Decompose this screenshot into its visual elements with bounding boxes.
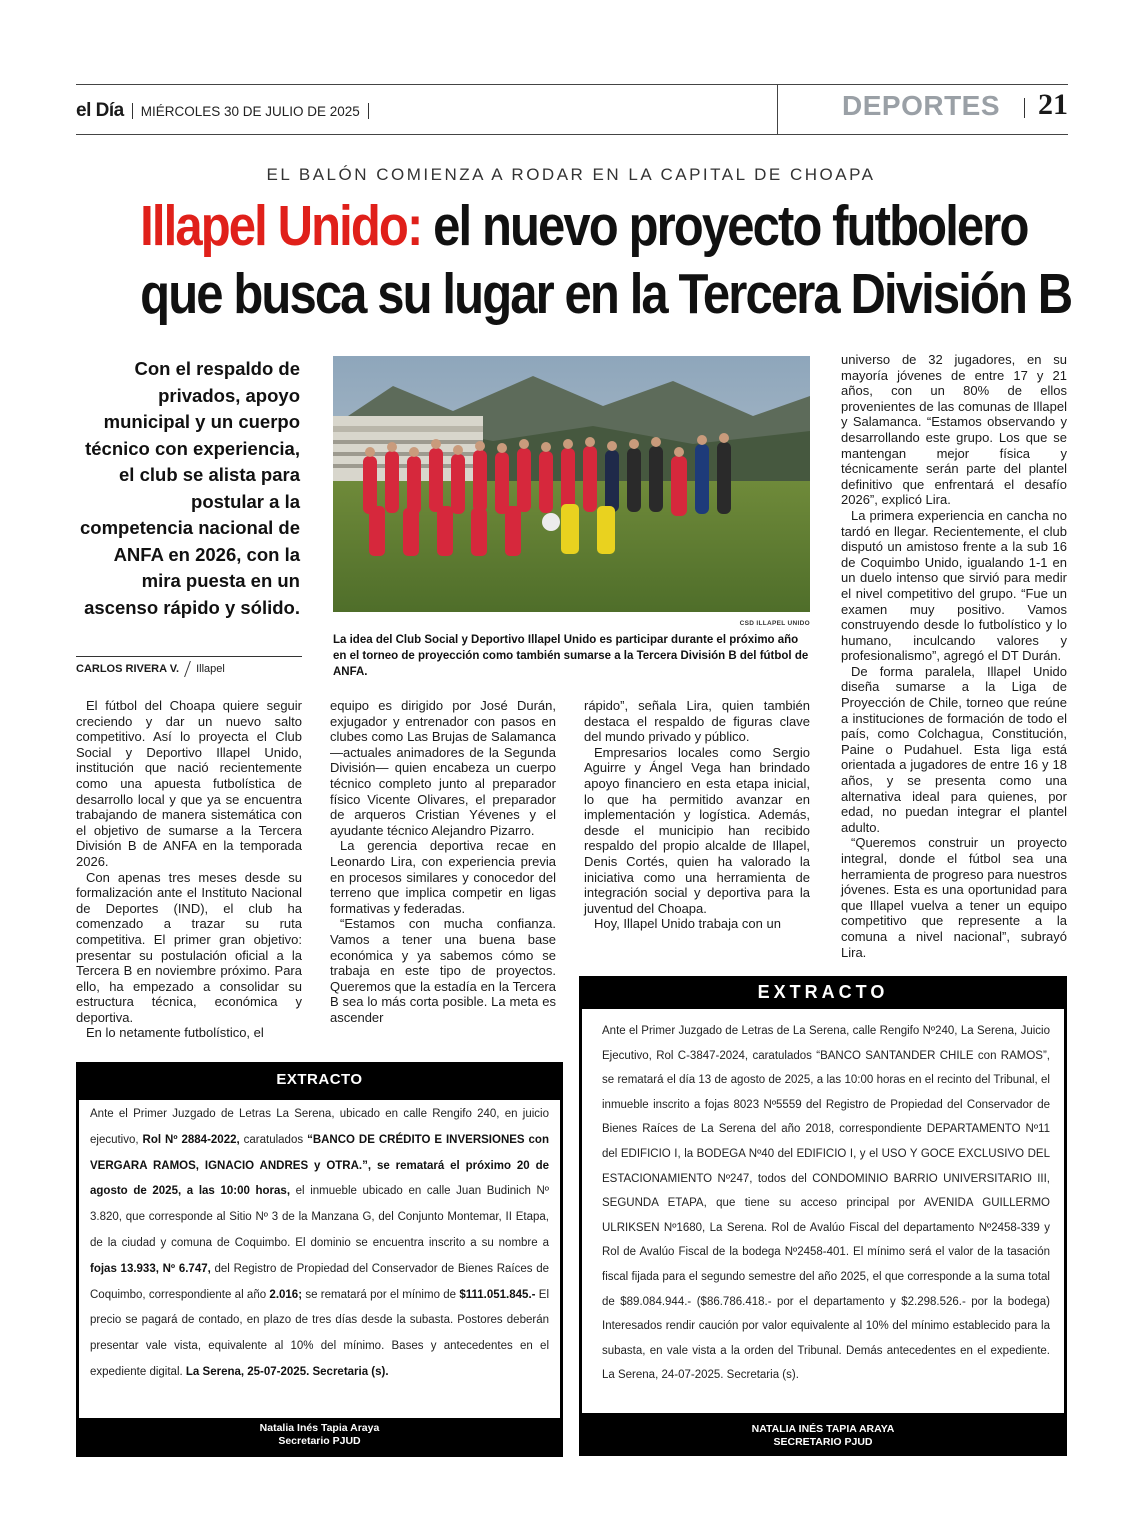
legal-notice-body xyxy=(79,1100,560,1418)
legal-notice-left xyxy=(76,1062,563,1457)
paragraph: universo de 32 jugadores, en su mayoría jóvenes de entre 17 y 21 años, con un 80% de ellos provenientes de las comunas de Illapel y Salamanca. “Estamos observando y desarrollando este grupo. Los que se mantengan mejor física y técnicamente serán parte del plantel definitivo que enfrentará el desafío 2026”, explicó Lira. xyxy=(841,352,1067,508)
article-column-4 xyxy=(841,352,1067,960)
byline-author: CARLOS RIVERA V. xyxy=(76,663,180,675)
team-photo xyxy=(333,356,810,612)
issue-date: MIÉRCOLES 30 DE JULIO DE 2025 xyxy=(140,103,360,119)
photo-caption: La idea del Club Social y Deportivo Illapel Unido es participar durante el próximo año en el torneo de proyección como también sumarse a la Tercera División B del fútbol de ANFA. xyxy=(333,634,809,678)
signatory-title: Secretario PJUD xyxy=(278,1435,361,1447)
legal-notice-right xyxy=(579,976,1067,1456)
newspaper-logo: el Día xyxy=(76,100,124,121)
divider xyxy=(132,103,133,119)
byline-place: Illapel xyxy=(196,663,225,675)
paragraph: En lo netamente futbolístico, el xyxy=(86,1025,264,1041)
paragraph: De forma paralela, Illapel Unido diseña sumarse a la Liga de Proyección de Chile, torneo que reúne a instituciones de formación de todo el país, como Colchagua, Constitución, Paine o Pudahuel. Esta liga está orientada a jugadores de entre 16 y 18 años, y se presenta como una alternativa ideal para quienes, por edad, no puedan integrar el plantel adulto. xyxy=(841,663,1067,835)
section-name: DEPORTES xyxy=(842,90,1001,121)
notice-text: caratulados xyxy=(239,1133,308,1146)
legal-notice-title: EXTRACTO xyxy=(276,1071,363,1088)
divider xyxy=(777,84,778,134)
photo-credit: CSD ILLAPEL UNIDO xyxy=(739,620,810,627)
masthead xyxy=(76,100,369,122)
notice-text: Ante el Primer Juzgado de Letras La Serena, ubicado en calle Rengifo 240, en juicio ejecutivo, xyxy=(90,1108,549,1146)
notice-text: del Registro de Propiedad del Conservador de Bienes Raíces de Coquimbo, correspondiente al año xyxy=(90,1262,549,1301)
article-column-1 xyxy=(76,698,302,1041)
legal-notice-signature xyxy=(76,1422,563,1448)
legal-notice-signature xyxy=(579,1423,1067,1449)
article-kicker: EL BALÓN COMIENZA A RODAR EN LA CAPITAL DE CHOAPA xyxy=(266,165,876,184)
notice-bold: 2.016; xyxy=(269,1288,303,1301)
paragraph: El fútbol del Choapa quiere seguir creciendo y dar un nuevo salto competitivo. Así lo proyecta el Club Social y Deportivo Illapel Unido, institución que nació recientemente como una apuesta futbolística de desarrollo local y que ya se encuentra trabajando de manera sistemática con el objetivo de sumarse a la Tercera División B de ANFA en la temporada 2026. xyxy=(76,698,302,869)
headline-highlight: Illapel Unido: xyxy=(140,194,422,258)
legal-notice-title: EXTRACTO xyxy=(757,982,889,1002)
page-number: 21 xyxy=(1038,88,1068,121)
notice-bold: Rol Nº 2884-2022, xyxy=(142,1133,240,1146)
signatory-title: SECRETARIO PJUD xyxy=(773,1436,873,1448)
divider xyxy=(368,103,369,119)
team-photo-illustration xyxy=(333,356,810,612)
signatory-name: Natalia Inés Tapia Araya xyxy=(259,1422,380,1434)
notice-bold: La Serena, 25-07-2025. Secretaria (s). xyxy=(185,1365,389,1378)
legal-notice-body: Ante el Primer Juzgado de Letras de La Serena, calle Rengifo Nº240, La Serena, Juicio Ejecutivo, Rol C-3847-2024, caratulados “BANCO SANTANDER CHILE con RAMOS”, se rematará el día 13 de agosto de 2025, a las 10:00 horas en el recinto del Tribunal, el inmueble inscrito a fojas 8023 Nº5559 del Registro de Propiedad del Conservador de Bienes Raíces de La Serena del año 2018, correspondiente DEPARTAMENTO Nº11 del EDIFICIO I, la BODEGA Nº40 del EDIFICIO I, y el USO Y GOCE EXCLUSIVO DEL ESTACIONAMIENTO Nº247, todos del CONDOMINIO BARRIO UNIVERSITARIO III, SEGUNDA ETAPA, que tiene su acceso principal por AVENIDA GUILLERMO ULRIKSEN Nº1680, La Serena. Rol de Avalúo Fiscal del departamento Nº2458-339 y Rol de Avalúo Fiscal de la bodega Nº2458-401. El mínimo será el valor de la tasación fiscal fijada para el segundo semestre del año 2025, el que corresponde a la suma total de $89.084.944.- ($86.786.418.- por el departamento y $2.298.526.- por la bodega) Interesados rendir caución por valor equivalente al 10% del mínimo establecido para la subasta, en vale vista a la orden del Tribunal. Demás antecedentes en el expediente. La Serena, 24-07-2025. Secretaria (s). xyxy=(582,1009,1064,1413)
article-lead: Con el respaldo de privados, apoyo municipal y un cuerpo técnico con experiencia, el club se alista para postular a la competencia nacional de ANFA en 2026, con la mira puesta en un ascenso rápido y sólido. xyxy=(79,358,300,618)
notice-text: se rematará por el mínimo de xyxy=(302,1288,460,1301)
notice-bold: “BANCO DE CRÉDITO E INVERSIONES con VERGARA RAMOS, IGNACIO ANDRES y OTRA.”, se rematará el próximo 20 de agosto de 2025, a las 10:00 horas, xyxy=(90,1133,549,1198)
headline-part: el nuevo proyecto futbolero xyxy=(421,194,1028,258)
divider xyxy=(184,661,191,677)
paragraph: rápido”, señala Lira, quien también destaca el respaldo de figuras clave del mundo privado y público. xyxy=(584,698,810,745)
article-column-2 xyxy=(330,698,556,1025)
paragraph: Con apenas tres meses desde su formalización ante el Instituto Nacional de Deportes (IND), el club ha comenzado a trazar su ruta competitiva. El primer gran objetivo: presentar su postulación oficial a la Tercera B en noviembre próximo. Para ello, ha empezado a consolidar su estructura técnica, económica y deportiva. xyxy=(76,869,302,1025)
signatory-name: NATALIA INÉS TAPIA ARAYA xyxy=(751,1423,895,1435)
notice-text: El precio se pagará de contado, en plazo de tres días desde la subasta. Postores deberán presentar vale vista, equivalente al 10% del mínimo. Bases y antecedentes en el expediente digital. xyxy=(90,1288,549,1378)
paragraph: Hoy, Illapel Unido trabaja con un xyxy=(594,916,781,932)
paragraph: La primera experiencia en cancha no tardó en llegar. Recientemente, el club disputó un amistoso frente a la sub 16 de Coquimbo Unido, igualando 1-1 en un duelo intenso que sirvió para medir el nivel competitivo del grupo. “Fue un examen muy positivo. Vamos construyendo desde lo futbolístico y lo humano, inculcando valores y profesionalismo”, agregó el DT Durán. xyxy=(841,507,1067,664)
paragraph: La gerencia deportiva recae en Leonardo Lira, con experiencia previa en procesos similares y conocedor del terreno que implica competir en ligas formativas y federadas. xyxy=(330,838,556,916)
byline xyxy=(76,656,302,677)
paragraph: equipo es dirigido por José Durán, exjugador y entrenador con pasos en clubes como Las Brujas de Salamanca —actuales animadores de la Segunda División— quien encabeza un cuerpo técnico completo junto al preparador físico Vicente Olivares, el preparador de arqueros Cristian Yévenes y el ayudante técnico Alejandro Pizarro. xyxy=(330,698,556,838)
headline-part: que busca su lugar en la Tercera División B xyxy=(140,262,1072,326)
header-rule-bottom xyxy=(76,134,1068,135)
paragraph: Empresarios locales como Sergio Aguirre y Ángel Vega han brindado apoyo financiero en esta etapa inicial, lo que ha permitido avanzar en implementación y logística. Además, desde el municipio han recibido respaldo del propio alcalde de Illapel, Denis Cortés, quien ha valorado la iniciativa como una herramienta de integración social y deportiva para la juventud del Choapa. xyxy=(584,744,810,916)
notice-text: el inmueble ubicado en calle Juan Budinich Nº 3.820, que corresponde al Sitio Nº 3 de la Manzana G, del Conjunto Montemar, II Etapa, de la ciudad y comuna de Coquimbo. El dominio se encuentra inscrito a su nombre a xyxy=(90,1185,549,1249)
header-rule-top xyxy=(76,84,1068,85)
article-headline xyxy=(140,192,1072,328)
notice-bold: $111.051.845.- xyxy=(459,1288,536,1301)
divider xyxy=(1024,98,1025,118)
paragraph: “Estamos con mucha confianza. Vamos a tener una buena base económica y ya sabemos cómo se trabaja en este tipo de proyectos. Queremos que la estadía en la Tercera B sea lo más corta posible. La meta es ascender xyxy=(330,916,556,1025)
notice-bold: fojas 13.933, Nº 6.747, xyxy=(90,1262,211,1275)
article-column-3 xyxy=(584,698,810,932)
paragraph: “Queremos construir un proyecto integral, donde el fútbol sea una herramienta de progreso para nuestros jóvenes. Esta es una oportunidad para que Illapel vuelva a tener un equipo competitivo que represente a la comuna a nivel nacional”, subrayó Lira. xyxy=(841,835,1067,960)
